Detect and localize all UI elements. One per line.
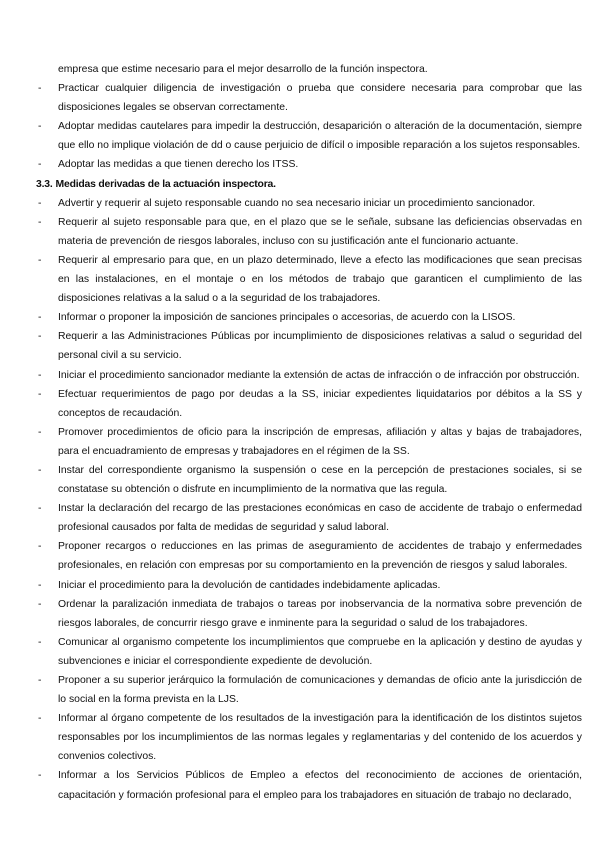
list-item [36, 576, 582, 595]
document-page [36, 60, 582, 805]
list-item [36, 595, 582, 633]
list-item-text: Proponer recargos o reducciones en las primas de aseguramiento de accidentes de trabajo y enfermedades profesionales, en relación con empresas por su comportamiento en la prevención de riesgos y salud laborales. [58, 541, 582, 572]
list-item [36, 633, 582, 671]
bullet: - [38, 159, 42, 171]
list-item-text: Requerir a las Administraciones Públicas por incumplimiento de disposiciones relativas a salud o seguridad del personal civil a su servicio. [58, 331, 582, 362]
list-item-text: Iniciar el procedimiento sancionador mediante la extensión de actas de infracción o de infracción por obstrucción. [58, 369, 580, 381]
list-item [36, 461, 582, 499]
bullet: - [38, 254, 42, 266]
bullet: - [38, 121, 42, 133]
bullet: - [38, 83, 42, 95]
list-item [36, 213, 582, 251]
list-item [36, 117, 582, 155]
list-item [36, 385, 582, 423]
list-item [36, 308, 582, 327]
list-item [36, 366, 582, 385]
bullet: - [38, 770, 42, 782]
list-top [36, 79, 582, 174]
bullet: - [38, 216, 42, 228]
list-item-text: Efectuar requerimientos de pago por deudas a la SS, iniciar expedientes liquidatarios por débitos a la SS y conceptos de recaudación. [58, 388, 582, 419]
bullet: - [38, 636, 42, 648]
list-item [36, 251, 582, 308]
list-item-text: Instar la declaración del recargo de las prestaciones económicas en caso de accidente de trabajo o enfermedad profesional causados por falta de medidas de seguridad y salud laboral. [58, 503, 582, 534]
list-item-text: Advertir y requerir al sujeto responsable cuando no sea necesario iniciar un procedimiento sancionador. [58, 197, 536, 209]
list-item [36, 327, 582, 365]
list-item-text: Iniciar el procedimiento para la devolución de cantidades indebidamente aplicadas. [58, 579, 441, 591]
list-item-text: Ordenar la paralización inmediata de trabajos o tareas por inobservancia de la normativa sobre prevención de riesgos laborales, de concurrir riesgo grave e inminente para la seguridad o salud de los trabajadores. [58, 598, 582, 629]
list-main [36, 194, 582, 805]
list-item [36, 671, 582, 709]
bullet: - [38, 713, 42, 725]
list-item-text: Informar a los Servicios Públicos de Empleo a efectos del reconocimiento de acciones de orientación, capacitación y formación profesional para el empleo para los trabajadores en situación de trabajo no declarado, [58, 770, 582, 801]
list-item [36, 537, 582, 575]
list-item [36, 155, 582, 174]
bullet: - [38, 503, 42, 515]
list-item-text: Instar del correspondiente organismo la suspensión o cese en la percepción de prestaciones sociales, si se constatase su obtención o disfrute en incumplimiento de la normativa que las regula. [58, 464, 582, 496]
list-item [36, 709, 582, 766]
list-item [36, 423, 582, 461]
bullet: - [38, 579, 42, 591]
list-item-text: Adoptar las medidas a que tienen derecho los ITSS. [58, 159, 299, 171]
bullet: - [38, 541, 42, 553]
bullet: - [38, 197, 42, 209]
section-number: 3.3. [36, 178, 53, 190]
continuation-text: empresa que estime necesario para el mejor desarrollo de la función inspectora. [58, 64, 428, 75]
list-item [36, 766, 582, 804]
list-item-text: Informar al órgano competente de los resultados de la investigación para la identificación de los distintos sujetos responsables por los incumplimientos de las normas legales y reglamentarias y del contenido de los acuerdos y convenios colectivos. [58, 713, 582, 763]
bullet: - [38, 464, 42, 476]
bullet: - [38, 598, 42, 610]
bullet: - [38, 331, 42, 343]
bullet: - [38, 675, 42, 686]
list-item-text: Practicar cualquier diligencia de investigación o prueba que considere necesaria para comprobar que las disposiciones legales se observan correctamente. [58, 83, 582, 114]
section-title: Medidas derivadas de la actuación inspectora. [55, 178, 276, 190]
list-item-text: Informar o proponer la imposición de sanciones principales o accesorias, de acuerdo con la LISOS. [58, 312, 516, 324]
list-item [36, 79, 582, 117]
bullet: - [38, 312, 42, 324]
list-item-text: Proponer a su superior jerárquico la formulación de comunicaciones y demandas de oficio ante la jurisdicción de lo social en la forma prevista en la LJS. [58, 675, 582, 706]
bullet: - [38, 388, 42, 400]
list-item [36, 194, 582, 213]
list-item-text: Promover procedimientos de oficio para la inscripción de empresas, afiliación y altas y bajas de trabajadores, para el encuadramiento de empresas y trabajadores en el régimen de la SS. [58, 426, 582, 457]
section-heading [36, 175, 582, 194]
list-item [36, 499, 582, 537]
list-item-text: Adoptar medidas cautelares para impedir la destrucción, desaparición o alteración de la documentación, siempre que ello no implique violación de dd o cause perjuicio de difícil o imposible reparación a los sujetos responsables. [58, 121, 582, 152]
bullet: - [38, 369, 42, 381]
list-item-text: Comunicar al organismo competente los incumplimientos que compruebe en la aplicación y destino de ayudas y subvenciones e iniciar el correspondiente expediente de devolución. [58, 636, 582, 667]
bullet: - [38, 426, 42, 438]
list-item-text: Requerir al empresario para que, en un plazo determinado, lleve a efecto las modificaciones que sean precisas en las instalaciones, en el montaje o en los métodos de trabajo que garanticen el cumplimiento de las disposiciones relativas a la salud o a la seguridad de los trabajadores. [58, 254, 582, 305]
list-item-text: Requerir al sujeto responsable para que, en el plazo que se le señale, subsane las deficiencias observadas en materia de prevención de riesgos laborales, incluso con su justificación ante el funcionario actuante. [58, 216, 582, 247]
